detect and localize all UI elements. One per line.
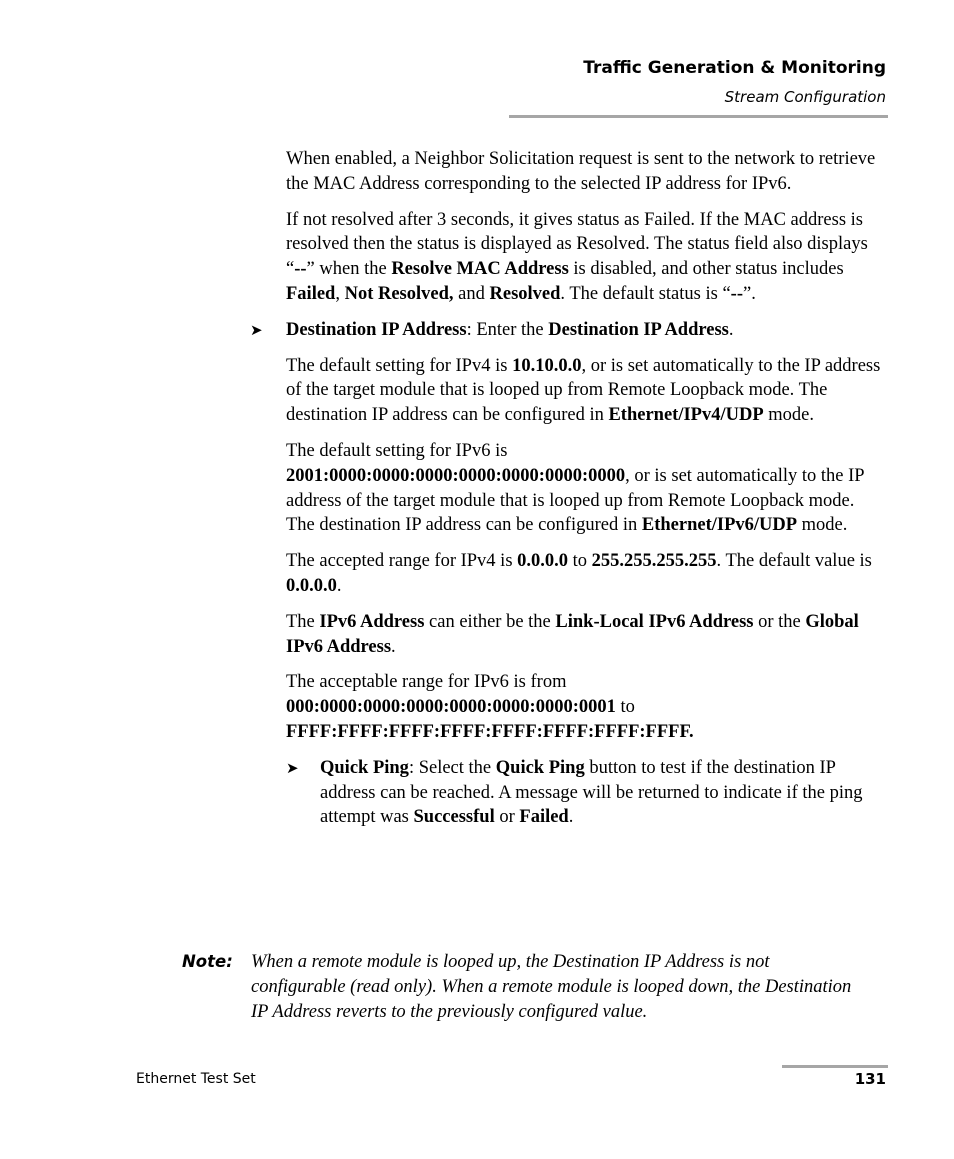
paragraph-ipv6-default xyxy=(286,439,886,538)
bold-run: Destination IP Address xyxy=(286,319,467,340)
text-run: The default setting for IPv4 is xyxy=(286,355,513,376)
paragraph-ipv6-address xyxy=(286,610,886,660)
bullet-arrow-icon: ➤ xyxy=(286,758,299,777)
footer-document-title: Ethernet Test Set xyxy=(136,1071,256,1087)
bold-run: FFFF:FFFF:FFFF:FFFF:FFFF:FFFF:FFFF:FFFF. xyxy=(286,721,694,742)
text-run: The xyxy=(286,611,320,632)
bold-run: 255.255.255.255 xyxy=(591,551,717,572)
text-run: , xyxy=(335,283,345,304)
text-run: . xyxy=(568,807,574,828)
bold-run: IPv6 Address xyxy=(319,611,425,632)
bold-run: Quick Ping xyxy=(320,757,409,778)
text-run: button to test if the destination IP address can be reached. A message will be returned to indicate if the ping attempt was xyxy=(320,757,863,828)
footer-rule xyxy=(782,1065,888,1068)
bold-run: Resolve MAC Address xyxy=(391,259,569,280)
text-run: The default setting for IPv6 is xyxy=(286,440,508,461)
bold-run: Ethernet/IPv4/UDP xyxy=(608,405,764,426)
text-run: or the xyxy=(753,611,806,632)
text-run: The acceptable range for IPv6 is from xyxy=(286,672,567,693)
text-run: . xyxy=(391,636,396,657)
bold-run: Global IPv6 Address xyxy=(286,611,859,657)
bold-run: Destination IP Address xyxy=(548,319,729,340)
header-subtitle: Stream Configuration xyxy=(724,88,886,106)
text-run: to xyxy=(615,697,635,718)
paragraph-ipv4-default xyxy=(286,354,886,428)
paragraph-neighbor-solicitation: When enabled, a Neighbor Solicitation request is sent to the network to retrieve the MAC Address corresponding to the selected IP address for IPv6. xyxy=(286,149,876,194)
header-title: Traffic Generation & Monitoring xyxy=(583,58,886,78)
text-run: ”. xyxy=(742,283,756,304)
body-text xyxy=(250,147,886,841)
bold-run: 000:0000:0000:0000:0000:0000:0000:0001 xyxy=(286,697,616,718)
page-number: 131 xyxy=(854,1070,886,1088)
bold-run: Resolved xyxy=(489,283,561,304)
bold-run: Link-Local IPv6 Address xyxy=(555,611,754,632)
text-run: can either be the xyxy=(424,611,556,632)
bullet-arrow-icon: ➤ xyxy=(250,320,263,339)
text-run: The accepted range for IPv4 is xyxy=(286,551,518,572)
text-run: . xyxy=(728,319,734,340)
bullet-destination-ip xyxy=(250,318,886,343)
paragraph-status xyxy=(286,208,886,307)
bold-run: 10.10.0.0 xyxy=(512,355,582,376)
text-run: . xyxy=(336,575,342,596)
text-run: , or is set automatically to the IP address of the target module that is looped up from Remote Loopback mode. The destination IP address can be configured in xyxy=(286,465,864,536)
paragraph-ipv6-range xyxy=(286,670,886,744)
bold-run: Ethernet/IPv6/UDP xyxy=(641,515,798,536)
note-label: Note: xyxy=(182,952,233,971)
text-run: mode. xyxy=(797,515,848,536)
note-text: When a remote module is looped up, the Destination IP Address is not configurable (read only). When a remote module is looped down, the Destination IP Address reverts to the previously configured value. xyxy=(251,952,852,1022)
text-run: or xyxy=(494,807,520,828)
text-run: , or is set automatically to the IP address of the target module that is looped up from Remote Loopback mode. The destination IP address can be configured in xyxy=(286,355,881,426)
text-run: . The default status is “ xyxy=(560,283,731,304)
text-run: mode. xyxy=(763,405,815,426)
text-run: and xyxy=(453,283,490,304)
note-block xyxy=(182,950,862,1024)
text-run: to xyxy=(568,551,592,572)
header-rule xyxy=(509,115,888,118)
bold-run: Quick Ping xyxy=(495,757,585,778)
bold-run: Failed xyxy=(286,283,336,304)
text-run: is disabled, and other status includes xyxy=(568,259,844,280)
text-run: : Select the xyxy=(408,757,496,778)
bullet-quick-ping xyxy=(286,756,886,830)
bold-run: 0.0.0.0 xyxy=(517,551,569,572)
text-run: If not resolved after 3 seconds, it gives status as Failed. If the MAC address is resolved then the status is displayed as Resolved. The status field also displays “ xyxy=(286,209,868,280)
text-run: . The default value is xyxy=(716,551,872,572)
bold-run: -- xyxy=(730,283,743,304)
bold-run: 0.0.0.0 xyxy=(286,575,337,596)
text-run: ” when the xyxy=(306,259,392,280)
bold-run: -- xyxy=(294,259,307,280)
text-run: : Enter the xyxy=(466,319,549,340)
bold-run: 2001:0000:0000:0000:0000:0000:0000:0000 xyxy=(286,465,626,486)
paragraph-ipv4-range xyxy=(286,549,886,599)
bold-run: Not Resolved, xyxy=(344,283,454,304)
bold-run: Successful xyxy=(413,807,495,828)
bold-run: Failed xyxy=(519,807,569,828)
